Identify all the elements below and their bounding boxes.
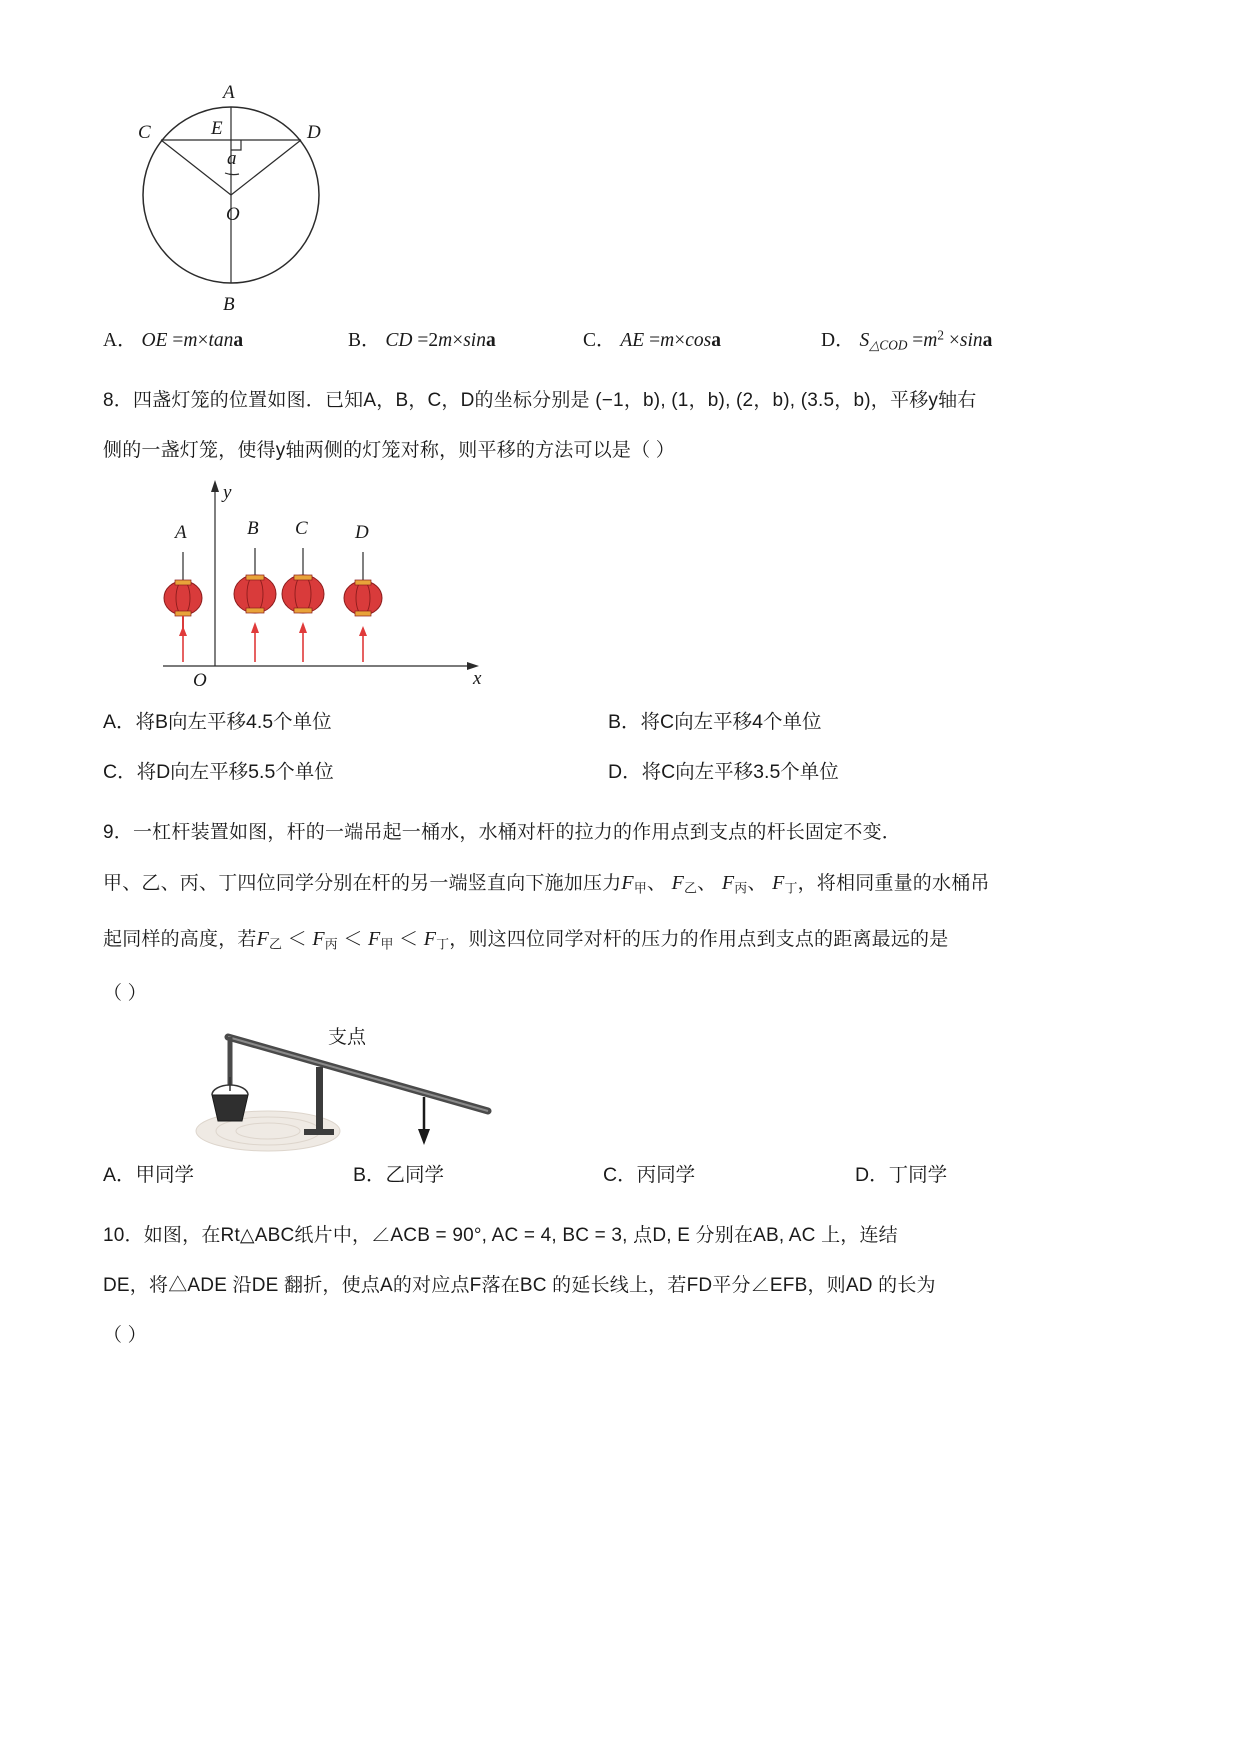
q9-option-d[interactable]: D．丁同学 [855, 1164, 948, 1187]
label-A: A [223, 82, 235, 103]
q8-options-row2 [103, 756, 1113, 808]
label-E: E [211, 118, 223, 139]
q9-line4: （ ） [103, 983, 147, 1005]
label-O: O [226, 204, 240, 225]
figure-lever [178, 1019, 578, 1159]
q9-option-b[interactable]: B．乙同学 [353, 1164, 445, 1187]
axis-label-y: y [223, 482, 232, 503]
fulcrum-label: 支点 [328, 1027, 367, 1049]
axis-label-x: x [473, 668, 482, 689]
label-alpha: a [227, 148, 237, 169]
q8-line1: 8．四盏灯笼的位置如图．已知A，B，C，D的坐标分别是 (−1，b), (1，b), (2，b), (3.5，b)，平移y轴右 [103, 390, 977, 411]
q7-option-d[interactable]: D． $S_{\triangle COD} =m^2 \times\sin a$ [821, 327, 993, 353]
q9-line2-pre: 甲、乙、丙、丁四位同学分别在杆的另一端竖直向下施加压力 [103, 873, 622, 894]
q10-line1: 10．如图，在Rt△ABC纸片中，∠ACB = 90°, AC = 4, BC = 3, 点D, E 分别在AB, AC 上，连结 [103, 1225, 898, 1247]
q8-line2: 侧的一盏灯笼，使得y轴两侧的灯笼对称，则平移的方法可以是（ ） [103, 440, 675, 461]
figure-lanterns [143, 476, 563, 706]
q9-line2: 甲、乙、丙、丁四位同学分别在杆的另一端竖直向下施加压力$F_甲$、 $F_乙$、 $F_丙$、 $F_丁$，将相同重量的水桶吊 [103, 872, 990, 896]
lantern-label-A: A [175, 522, 187, 543]
q9-line3: 起同样的高度，若$F_乙 < F_丙 < F_甲 < F_丁$，则这四位同学对杆的压力的作用点到支点的距离最远的是 [103, 927, 949, 952]
lantern-A [164, 522, 202, 662]
q7-options [103, 324, 1113, 376]
label-B: B [223, 294, 235, 315]
lantern-D [344, 522, 382, 662]
q8-option-a[interactable]: A．将B向左平移4.5个单位 [103, 711, 332, 733]
q7-option-b[interactable]: B． CD =2m×sina [348, 330, 496, 351]
q8-options-row1 [103, 706, 1113, 756]
lantern-label-B: B [247, 518, 259, 539]
q9-line3-pre: 起同样的高度，若 [103, 928, 257, 950]
label-C: C [138, 122, 151, 143]
lantern-label-D: D [355, 522, 369, 543]
q9-option-c[interactable]: C．丙同学 [603, 1164, 696, 1187]
label-D: D [307, 122, 321, 143]
lantern-C [282, 518, 324, 662]
q9-option-a[interactable]: A．甲同学 [103, 1164, 195, 1187]
q8-option-d[interactable]: D．将C向左平移3.5个单位 [608, 761, 839, 783]
axis-origin-label: O [193, 670, 207, 691]
q9-line3-post: ，则这四位同学对杆的压力的作用点到支点的距离最远的是 [449, 928, 949, 950]
q7-option-c[interactable]: C． AE =m×cosa [583, 330, 721, 351]
lantern-B [234, 518, 276, 662]
q9-line2-post: ，将相同重量的水桶吊 [797, 873, 990, 894]
figure-circle-diagram [121, 60, 381, 315]
q9-options [103, 1159, 1113, 1211]
q10-line2: DE，将△ADE 沿DE 翻折，使点A的对应点F落在BC 的延长线上，若FD平分∠EFB，则AD 的长为 [103, 1275, 936, 1297]
q8-option-b[interactable]: B．将C向左平移4个单位 [608, 711, 822, 733]
q10-line3: （ ） [103, 1325, 147, 1347]
q8-option-c[interactable]: C．将D向左平移5.5个单位 [103, 761, 334, 783]
lantern-label-C: C [295, 518, 308, 539]
page-content [103, 60, 1113, 1361]
q7-option-a[interactable]: A． OE =m×tana [103, 330, 244, 351]
q9-line1: 9．一杠杆装置如图，杆的一端吊起一桶水，水桶对杆的拉力的作用点到支点的杆长固定不变． [103, 822, 901, 843]
